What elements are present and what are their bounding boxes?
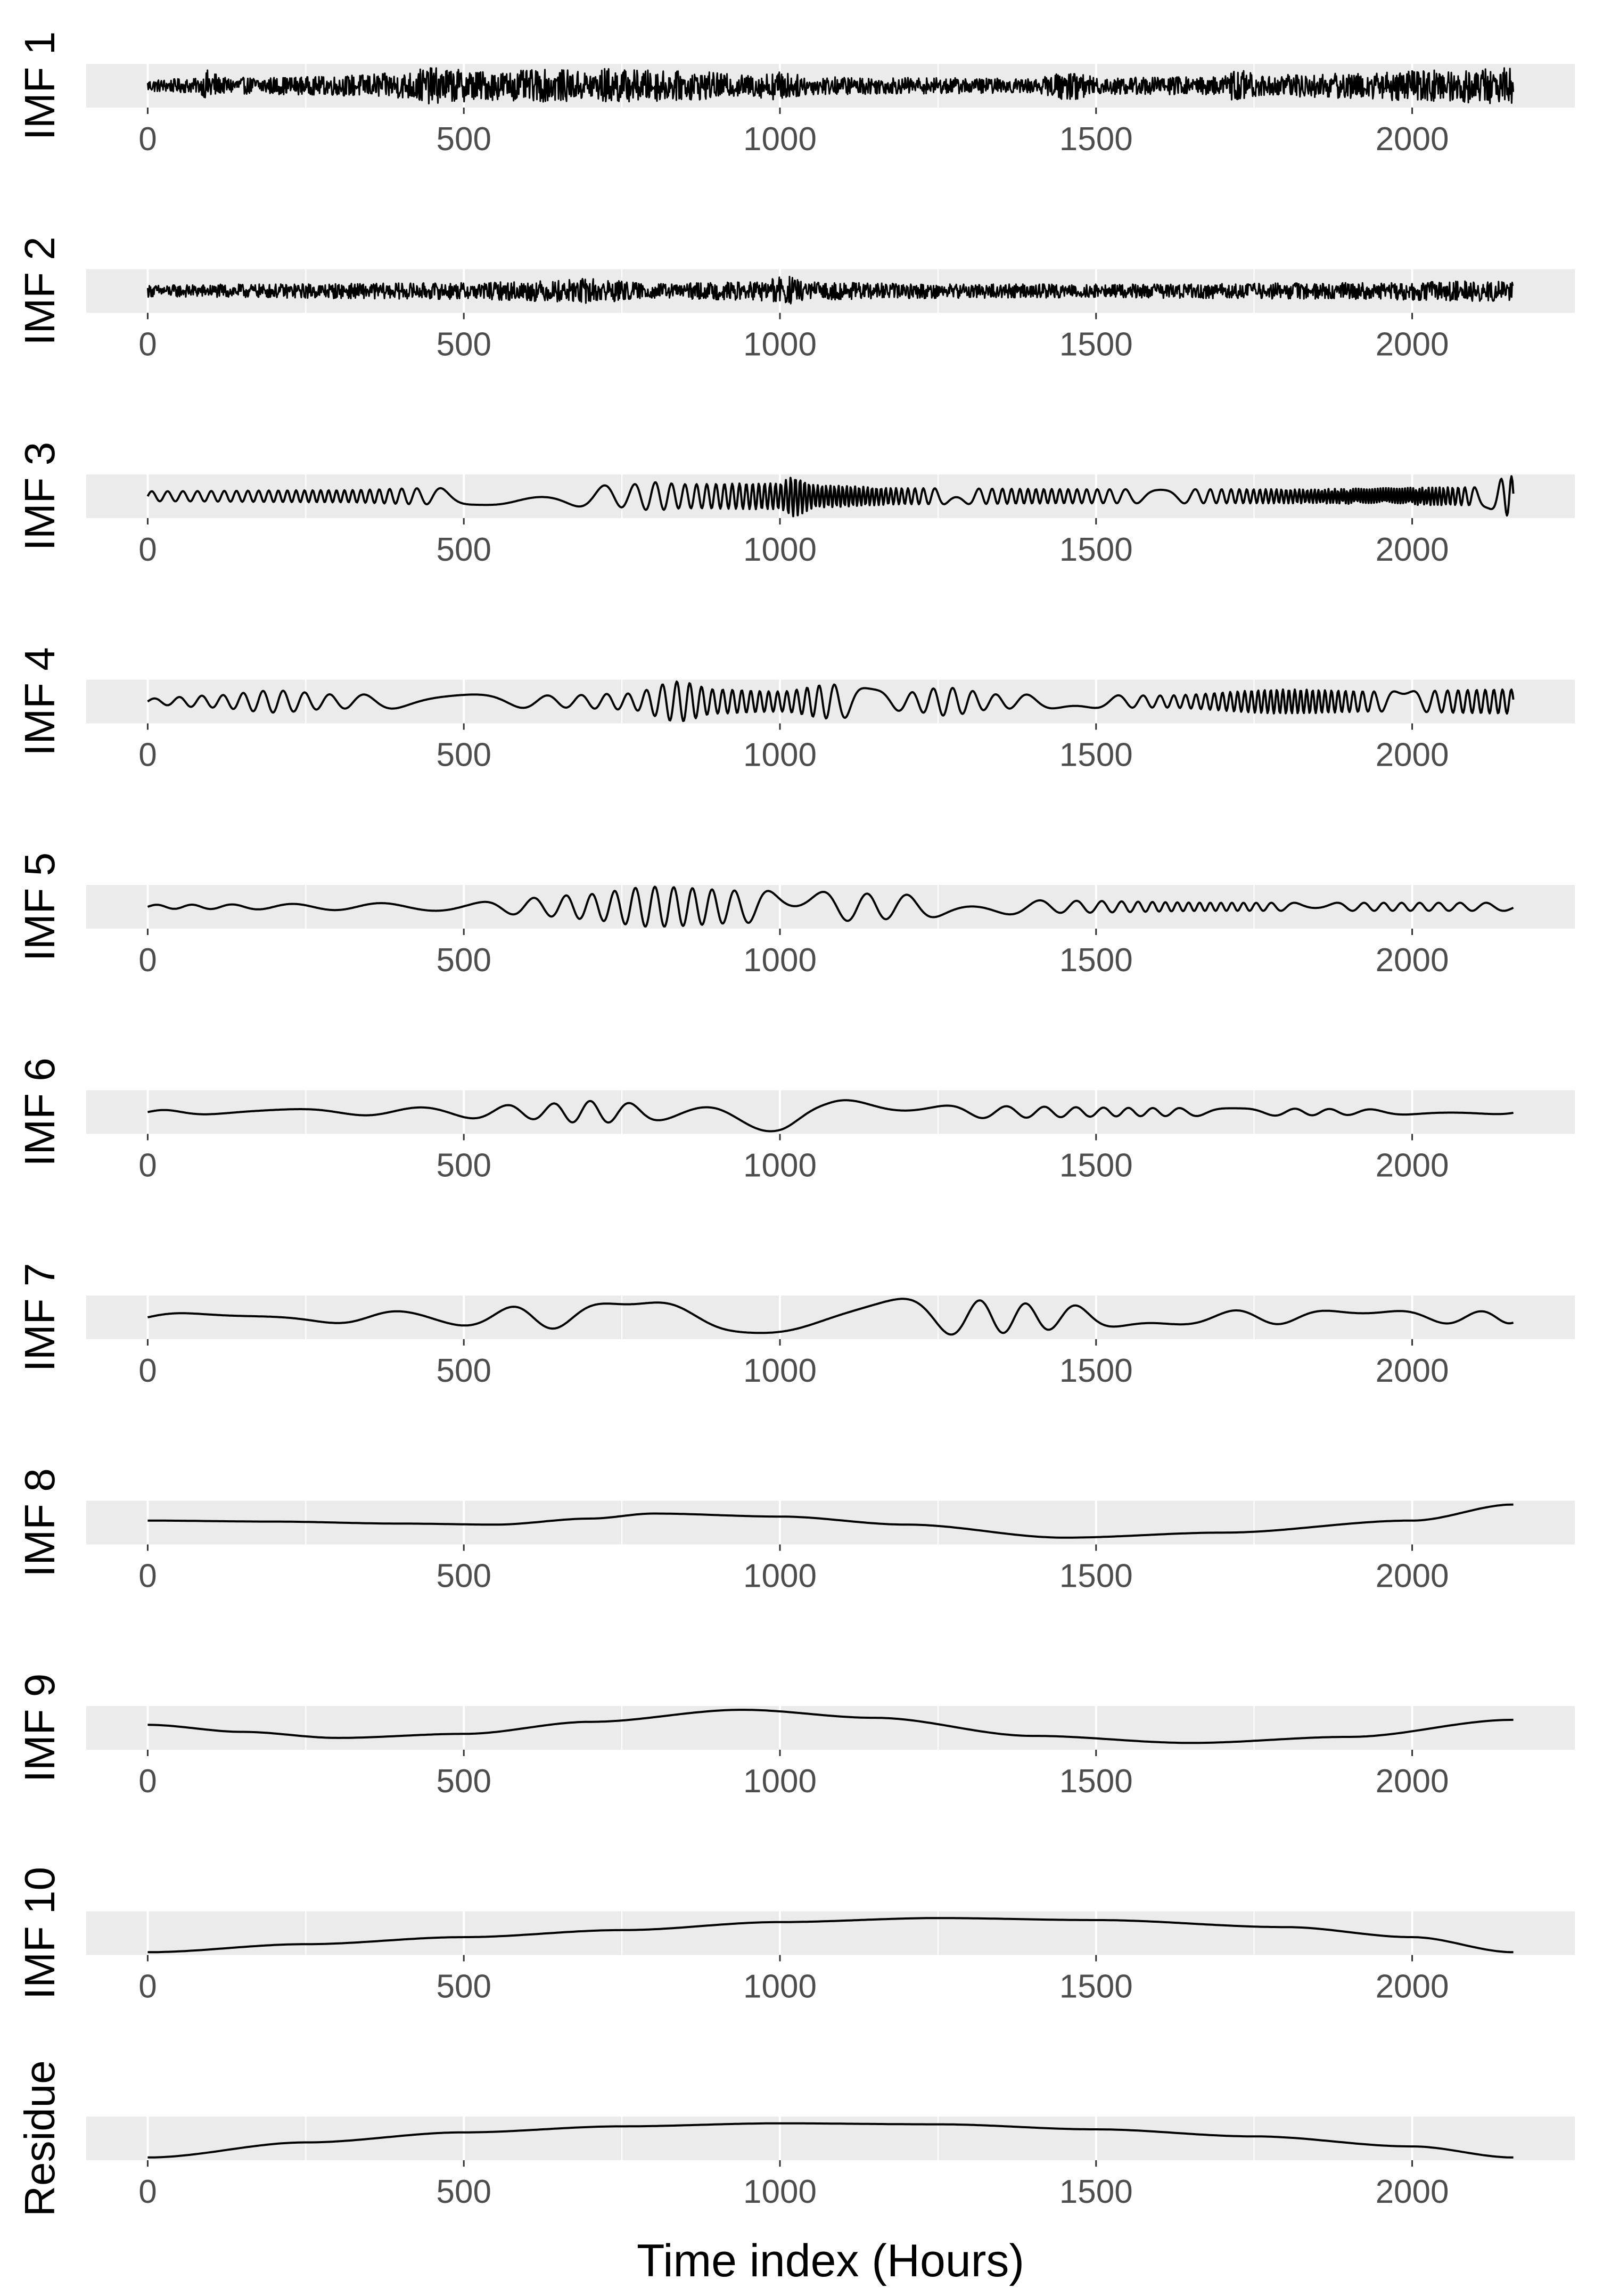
x-tick-label: 0 bbox=[138, 1763, 157, 1800]
x-tick-label: 1500 bbox=[1059, 942, 1133, 979]
x-tick-label: 0 bbox=[138, 531, 157, 568]
x-tick-label: 1500 bbox=[1059, 326, 1133, 363]
x-tick-label: 0 bbox=[138, 121, 157, 158]
panel-background bbox=[86, 1706, 1575, 1750]
x-tick-label: 1500 bbox=[1059, 1557, 1133, 1595]
x-tick-label: 1500 bbox=[1059, 531, 1133, 568]
x-tick-label: 1000 bbox=[743, 1352, 817, 1389]
x-tick-label: 2000 bbox=[1375, 1352, 1449, 1389]
panel-ylabel: IMF 7 bbox=[16, 1262, 63, 1372]
x-tick-label: 2000 bbox=[1375, 1557, 1449, 1595]
panel-ylabel: IMF 8 bbox=[16, 1468, 63, 1577]
x-tick-label: 0 bbox=[138, 942, 157, 979]
x-tick-label: 500 bbox=[436, 1352, 491, 1389]
x-tick-label: 0 bbox=[138, 1147, 157, 1184]
x-tick-label: 1500 bbox=[1059, 736, 1133, 774]
x-tick-label: 0 bbox=[138, 1968, 157, 2005]
x-tick-label: 2000 bbox=[1375, 121, 1449, 158]
x-tick-label: 2000 bbox=[1375, 531, 1449, 568]
x-tick-label: 1000 bbox=[743, 121, 817, 158]
x-tick-label: 1500 bbox=[1059, 1352, 1133, 1389]
panel-ylabel: IMF 4 bbox=[16, 647, 63, 756]
x-tick-label: 500 bbox=[436, 1968, 491, 2005]
panel-ylabel: IMF 2 bbox=[16, 236, 63, 346]
x-tick-label: 500 bbox=[436, 942, 491, 979]
x-tick-label: 0 bbox=[138, 2174, 157, 2210]
x-tick-label: 2000 bbox=[1375, 1968, 1449, 2005]
x-tick-label: 2000 bbox=[1375, 2174, 1449, 2210]
x-tick-label: 0 bbox=[138, 736, 157, 774]
x-tick-label: 500 bbox=[436, 736, 491, 774]
x-tick-label: 1500 bbox=[1059, 1763, 1133, 1800]
x-tick-label: 2000 bbox=[1375, 326, 1449, 363]
x-tick-label: 1000 bbox=[743, 531, 817, 568]
x-tick-label: 2000 bbox=[1375, 942, 1449, 979]
x-tick-label: 2000 bbox=[1375, 1147, 1449, 1184]
panel-ylabel: IMF 10 bbox=[16, 1867, 63, 1999]
x-tick-label: 1500 bbox=[1059, 2174, 1133, 2210]
x-tick-label: 2000 bbox=[1375, 736, 1449, 774]
x-tick-label: 0 bbox=[138, 326, 157, 363]
x-tick-label: 500 bbox=[436, 2174, 491, 2210]
x-tick-label: 1000 bbox=[743, 1147, 817, 1184]
panel-ylabel: Residue bbox=[16, 2060, 63, 2217]
x-tick-label: 1500 bbox=[1059, 121, 1133, 158]
x-tick-label: 500 bbox=[436, 326, 491, 363]
x-tick-label: 500 bbox=[436, 121, 491, 158]
x-tick-label: 0 bbox=[138, 1352, 157, 1389]
panel-ylabel: IMF 3 bbox=[16, 441, 63, 551]
x-tick-label: 2000 bbox=[1375, 1763, 1449, 1800]
x-tick-label: 1500 bbox=[1059, 1147, 1133, 1184]
panel-ylabel: IMF 6 bbox=[16, 1057, 63, 1167]
x-tick-label: 500 bbox=[436, 1557, 491, 1595]
panel-ylabel: IMF 1 bbox=[16, 31, 63, 141]
x-axis-title: Time index (Hours) bbox=[637, 2235, 1024, 2286]
x-tick-label: 500 bbox=[436, 1763, 491, 1800]
panel-ylabel: IMF 9 bbox=[16, 1673, 63, 1783]
x-tick-label: 1000 bbox=[743, 1557, 817, 1595]
x-tick-label: 1500 bbox=[1059, 1968, 1133, 2005]
x-tick-label: 500 bbox=[436, 1147, 491, 1184]
x-tick-label: 1000 bbox=[743, 736, 817, 774]
x-tick-label: 500 bbox=[436, 531, 491, 568]
x-tick-label: 1000 bbox=[743, 942, 817, 979]
x-tick-label: 1000 bbox=[743, 2174, 817, 2210]
x-tick-label: 0 bbox=[138, 1557, 157, 1595]
x-tick-label: 1000 bbox=[743, 1968, 817, 2005]
x-tick-label: 1000 bbox=[743, 1763, 817, 1800]
x-tick-label: 1000 bbox=[743, 326, 817, 363]
panel-ylabel: IMF 5 bbox=[16, 852, 63, 962]
panel-background bbox=[86, 1090, 1575, 1134]
